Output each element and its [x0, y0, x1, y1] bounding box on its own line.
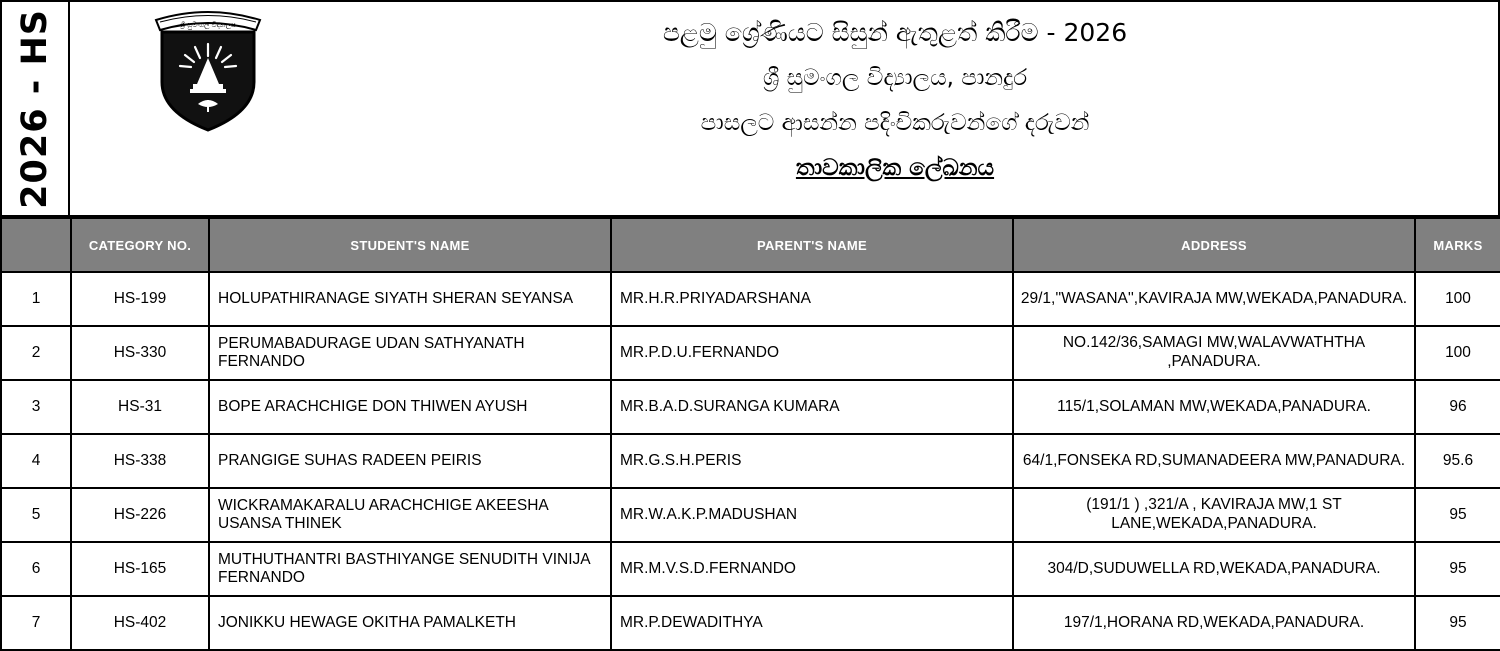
cell-index: 2	[1, 326, 71, 380]
cell-parent-name: MR.W.A.K.P.MADUSHAN	[611, 488, 1013, 542]
cell-student-name: MUTHUTHANTRI BASTHIYANGE SENUDITH VINIJA FERNANDO	[209, 542, 611, 596]
table-row	[1, 326, 1500, 380]
document-header	[0, 0, 1500, 217]
title-line-4: තාවකාලික ලේඛනය	[795, 155, 995, 181]
cell-category: HS-402	[71, 596, 209, 650]
cell-index: 5	[1, 488, 71, 542]
table-row	[1, 596, 1500, 650]
cell-parent-name: MR.H.R.PRIYADARSHANA	[611, 272, 1013, 326]
cell-address: 197/1,HORANA RD,WEKADA,PANADURA.	[1013, 596, 1415, 650]
cell-address: NO.142/36,SAMAGI MW,WALAVWATHTHA ,PANADURA.	[1013, 326, 1415, 380]
cell-address: 115/1,SOLAMAN MW,WEKADA,PANADURA.	[1013, 380, 1415, 434]
cell-marks: 96	[1415, 380, 1500, 434]
cell-address: 304/D,SUDUWELLA RD,WEKADA,PANADURA.	[1013, 542, 1415, 596]
column-header-student-name: STUDENT'S NAME	[209, 218, 611, 272]
title-line-3: පාසලට ආසන්න පදිංචිකරුවන්ගේ දරුවන්	[700, 110, 1090, 136]
cell-index: 1	[1, 272, 71, 326]
cell-address: 64/1,FONSEKA RD,SUMANADEERA MW,PANADURA.	[1013, 434, 1415, 488]
school-crest-icon	[132, 8, 284, 130]
cell-parent-name: MR.P.DEWADITHYA	[611, 596, 1013, 650]
table-body	[1, 272, 1500, 650]
cell-student-name: PERUMABADURAGE UDAN SATHYANATH FERNANDO	[209, 326, 611, 380]
table-row	[1, 542, 1500, 596]
cell-student-name: PRANGIGE SUHAS RADEEN PEIRIS	[209, 434, 611, 488]
table-row	[1, 272, 1500, 326]
cell-student-name: HOLUPATHIRANAGE SIYATH SHERAN SEYANSA	[209, 272, 611, 326]
table-header	[1, 218, 1500, 272]
year-side-label	[0, 0, 70, 217]
title-block	[370, 2, 1420, 184]
cell-parent-name: MR.G.S.H.PERIS	[611, 434, 1013, 488]
column-header-category: CATEGORY NO.	[71, 218, 209, 272]
cell-marks: 95	[1415, 542, 1500, 596]
cell-parent-name: MR.B.A.D.SURANGA KUMARA	[611, 380, 1013, 434]
table-row	[1, 380, 1500, 434]
cell-marks: 95.6	[1415, 434, 1500, 488]
cell-student-name: BOPE ARACHCHIGE DON THIWEN AYUSH	[209, 380, 611, 434]
cell-category: HS-31	[71, 380, 209, 434]
cell-index: 7	[1, 596, 71, 650]
cell-parent-name: MR.M.V.S.D.FERNANDO	[611, 542, 1013, 596]
column-header-marks: MARKS	[1415, 218, 1500, 272]
cell-marks: 100	[1415, 272, 1500, 326]
student-table	[0, 217, 1500, 651]
table-row	[1, 488, 1500, 542]
column-header-index	[1, 218, 71, 272]
title-line-1: පළමු ශ්‍රේණියට සිසුන් ඇතුළත් කිරීම - 2026	[662, 18, 1128, 47]
column-header-address: ADDRESS	[1013, 218, 1415, 272]
column-header-parent-name: PARENT'S NAME	[611, 218, 1013, 272]
cell-marks: 95	[1415, 596, 1500, 650]
year-side-label-text: 2026 - HS	[15, 8, 55, 209]
cell-category: HS-199	[71, 272, 209, 326]
cell-parent-name: MR.P.D.U.FERNANDO	[611, 326, 1013, 380]
cell-marks: 95	[1415, 488, 1500, 542]
cell-category: HS-338	[71, 434, 209, 488]
cell-marks: 100	[1415, 326, 1500, 380]
cell-index: 4	[1, 434, 71, 488]
header-main	[70, 0, 1500, 217]
cell-address: (191/1 ) ,321/A , KAVIRAJA MW,1 ST LANE,WEKADA,PANADURA.	[1013, 488, 1415, 542]
cell-address: 29/1,''WASANA'',KAVIRAJA MW,WEKADA,PANADURA.	[1013, 272, 1415, 326]
cell-category: HS-226	[71, 488, 209, 542]
cell-student-name: JONIKKU HEWAGE OKITHA PAMALKETH	[209, 596, 611, 650]
title-line-2: ශ්‍රී සුමංගල විද්‍යාලය, පානදුර	[762, 65, 1028, 91]
cell-index: 3	[1, 380, 71, 434]
cell-category: HS-165	[71, 542, 209, 596]
cell-index: 6	[1, 542, 71, 596]
table-row	[1, 434, 1500, 488]
table-header-row	[1, 218, 1500, 272]
svg-text:ශ්‍රී සුමංගල විද්‍යාලය: ශ්‍රී සුමංගල විද්‍යාලය	[180, 21, 236, 29]
cell-category: HS-330	[71, 326, 209, 380]
cell-student-name: WICKRAMAKARALU ARACHCHIGE AKEESHA USANSA THINEK	[209, 488, 611, 542]
